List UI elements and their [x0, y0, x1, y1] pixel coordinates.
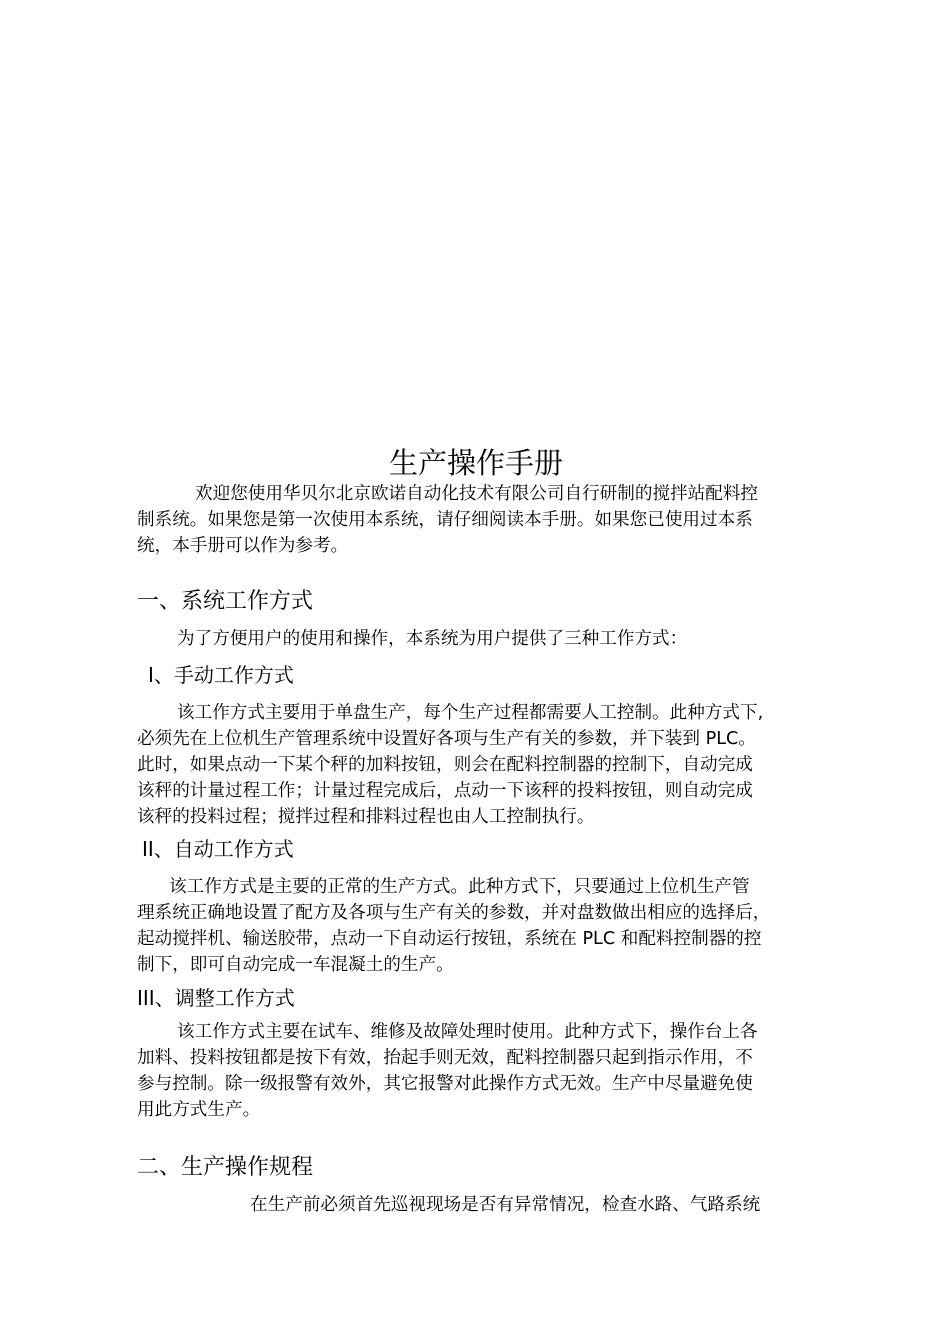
adjust-mode-line: 用此方式生产。	[137, 1100, 261, 1120]
document-title: 生产操作手册	[388, 446, 563, 480]
section2-line: 在生产前必须首先巡视现场是否有异常情况，检查水路、气路系统	[250, 1195, 761, 1215]
subsection-adjust-heading: III、调整工作方式	[137, 986, 295, 1010]
auto-mode-line: 起动搅拌机、输送胶带，点动一下自动运行按钮，系统在 PLC 和配料控制器的控	[137, 929, 762, 949]
section1-intro	[137, 626, 817, 652]
manual-mode-line: 该秤的投料过程；搅拌过程和排料过程也由人工控制执行。	[137, 807, 595, 827]
manual-mode-paragraph	[137, 700, 817, 830]
subsection-auto-heading: II、自动工作方式	[142, 837, 294, 861]
adjust-mode-paragraph	[137, 1019, 817, 1123]
section1-heading: 一、系统工作方式	[137, 589, 314, 614]
section2-heading: 二、生产操作规程	[137, 1155, 314, 1180]
manual-mode-line: 该工作方式主要用于单盘生产，每个生产过程都需要人工控制。此种方式下,	[177, 703, 764, 723]
intro-line: 欢迎您使用华贝尔北京欧诺自动化技术有限公司自行研制的搅拌站配料控	[195, 484, 759, 504]
intro-line: 统，本手册可以作为参考。	[137, 536, 349, 556]
intro-paragraph	[137, 481, 817, 559]
manual-mode-line: 必须先在上位机生产管理系统中设置好各项与生产有关的参数，并下装到 PLC。	[137, 729, 756, 749]
intro-line: 制系统。如果您是第一次使用本系统，请仔细阅读本手册。如果您已使用过本系	[137, 510, 753, 530]
subsection-manual-heading: Ⅰ、手动工作方式	[148, 663, 294, 687]
auto-mode-line: 制下，即可自动完成一车混凝土的生产。	[137, 955, 454, 975]
manual-mode-line: 该秤的计量过程工作；计量过程完成后，点动一下该秤的投料按钮，则自动完成	[137, 781, 753, 801]
manual-mode-line: 此时，如果点动一下某个秤的加料按钮，则会在配料控制器的控制下，自动完成	[137, 755, 753, 775]
adjust-mode-line: 参与控制。除一级报警有效外，其它报警对此操作方式无效。生产中尽量避免使	[137, 1074, 753, 1094]
auto-mode-paragraph	[137, 874, 817, 978]
auto-mode-line: 该工作方式是主要的正常的生产方式。此种方式下，只要通过上位机生产管	[169, 877, 750, 897]
auto-mode-line: 理系统正确地设置了配方及各项与生产有关的参数，并对盘数做出相应的选择后，	[137, 903, 771, 923]
adjust-mode-line: 该工作方式主要在试车、维修及故障处理时使用。此种方式下，操作台上各	[177, 1022, 758, 1042]
adjust-mode-line: 加料、投料按钮都是按下有效，抬起手则无效，配料控制器只起到指示作用，不	[137, 1048, 753, 1068]
section2-paragraph	[137, 1192, 817, 1218]
section1-intro-line: 为了方便用户的使用和操作，本系统为用户提供了三种工作方式：	[177, 629, 688, 649]
